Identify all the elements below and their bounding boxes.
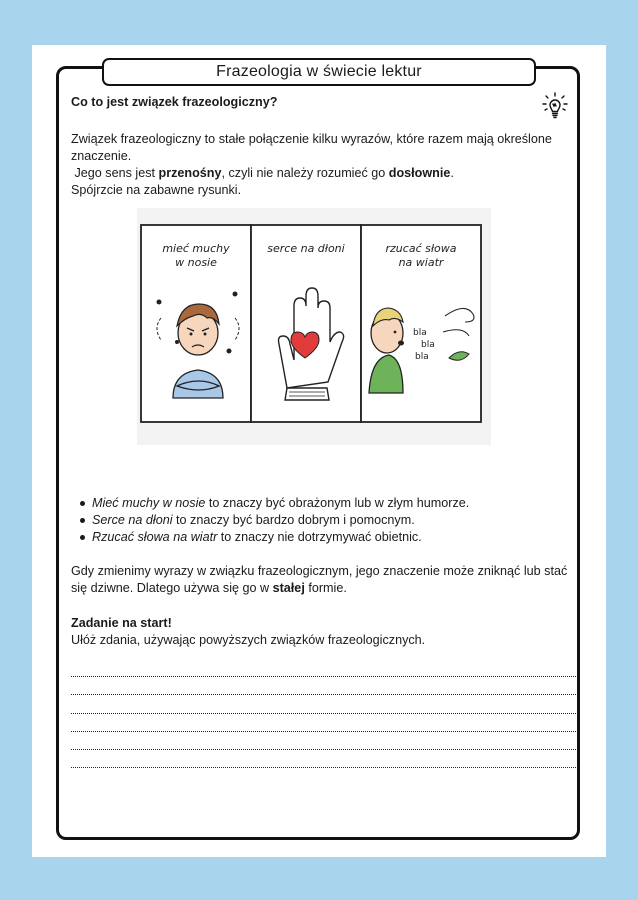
list-item bbox=[80, 529, 560, 546]
page-title: Frazeologia w świecie lektur bbox=[102, 58, 536, 86]
keyword-figurative: przenośny bbox=[158, 166, 222, 180]
answer-line[interactable] bbox=[71, 694, 578, 695]
definition-line2-pre: Jego sens jest bbox=[74, 166, 159, 180]
intro-section bbox=[71, 92, 577, 199]
definition-line1: Związek frazeologiczny to stałe połączenie kilku wyrazów, które razem mają określone znaczenie. bbox=[71, 132, 552, 163]
keyword-fixed: stałej bbox=[272, 581, 305, 595]
list-item bbox=[80, 495, 560, 512]
idiom-meaning: to znaczy być bardzo dobrym i pomocnym. bbox=[172, 513, 415, 527]
definition-line2-mid: , czyli nie należy rozumieć go bbox=[221, 166, 389, 180]
answer-line[interactable] bbox=[71, 676, 578, 677]
answer-line[interactable] bbox=[71, 749, 578, 750]
answer-line[interactable] bbox=[71, 713, 578, 714]
idiom-list bbox=[80, 495, 560, 546]
speech-word-1: bla bbox=[413, 328, 427, 338]
panel1-caption-line2: w nosie bbox=[175, 256, 217, 269]
task-section bbox=[71, 615, 577, 649]
answer-line[interactable] bbox=[71, 731, 578, 732]
keyword-literal: dosłownie bbox=[388, 166, 451, 180]
idiom-phrase: Mieć muchy w nosie bbox=[92, 496, 206, 510]
panel1-caption-line1: mieć muchy bbox=[162, 242, 230, 255]
panel3-caption-line1: rzucać słowa bbox=[385, 242, 457, 255]
speech-word-2: bla bbox=[421, 340, 435, 350]
idiom-phrase: Rzucać słowa na wiatr bbox=[92, 530, 218, 544]
definition-paragraph bbox=[71, 131, 577, 199]
definition-line3: Spójrzcie na zabawne rysunki. bbox=[71, 183, 242, 197]
fixed-form-paragraph bbox=[71, 563, 577, 597]
panel2-caption-line1: serce na dłoni bbox=[267, 242, 345, 255]
idiom-meaning: to znaczy być obrażonym lub w złym humorze. bbox=[205, 496, 470, 510]
definition-line2-post: . bbox=[450, 166, 454, 180]
fixed-form-post: formie. bbox=[304, 581, 347, 595]
fixed-form-text: Gdy zmienimy wyrazy w związku frazeologicznym, jego znaczenie może zniknąć lub stać się dziwne. Dlatego używa się go w bbox=[71, 564, 568, 595]
section-heading: Co to jest związek frazeologiczny? bbox=[71, 95, 278, 109]
list-item bbox=[80, 512, 560, 529]
comic-illustration bbox=[137, 208, 491, 445]
answer-line[interactable] bbox=[71, 767, 578, 768]
speech-word-3: bla bbox=[415, 352, 429, 362]
idiom-phrase: Serce na dłoni bbox=[92, 513, 173, 527]
task-instruction: Ułóż zdania, używając powyższych związków frazeologicznych. bbox=[71, 633, 426, 647]
task-title: Zadanie na start! bbox=[71, 616, 172, 630]
idiom-meaning: to znaczy nie dotrzymywać obietnic. bbox=[217, 530, 422, 544]
panel3-caption-line2: na wiatr bbox=[398, 256, 444, 269]
answer-lines bbox=[71, 676, 578, 786]
